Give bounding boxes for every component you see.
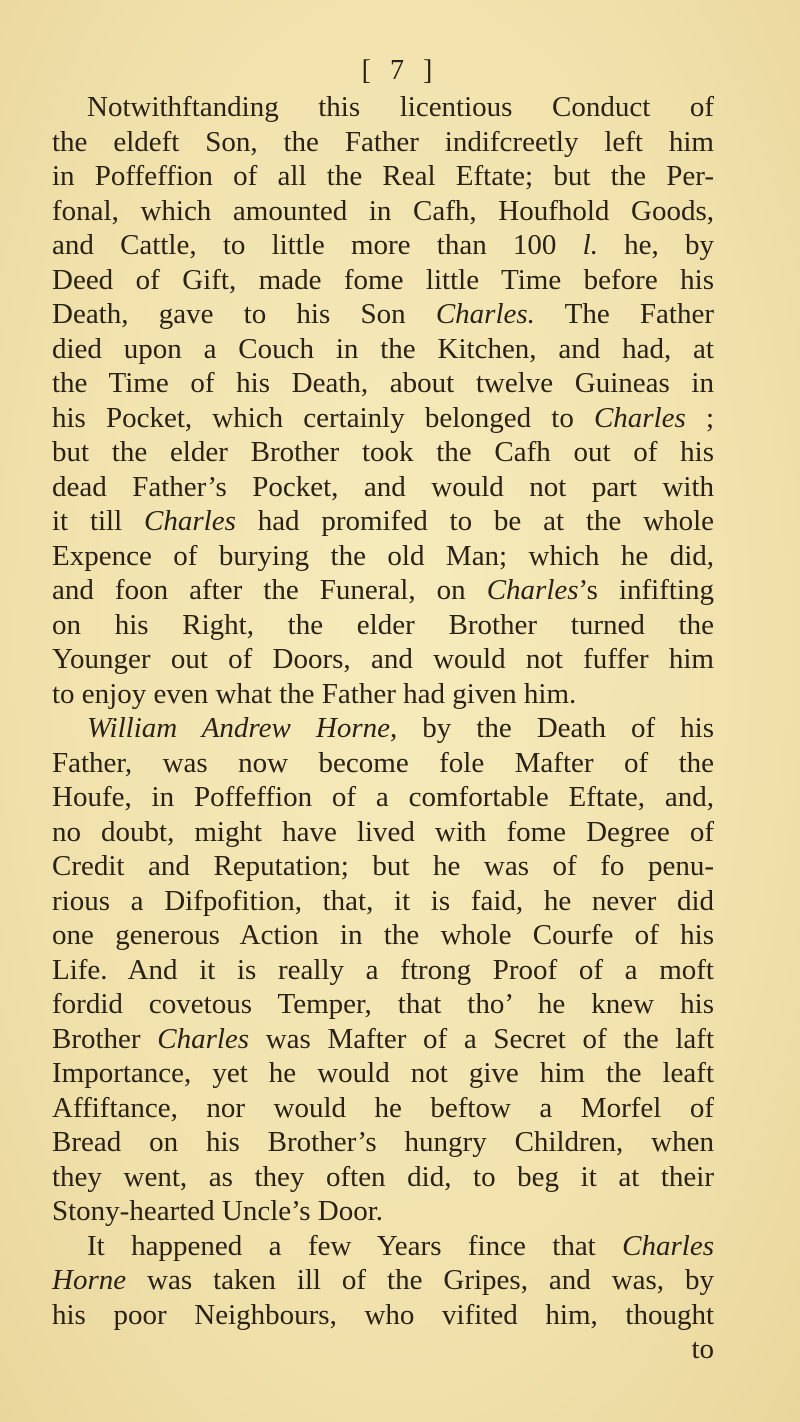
text-segment: one generous Action in the whole Courfe of his: [52, 919, 714, 951]
text-segment: he, by: [597, 229, 715, 261]
text-segment: ;: [685, 401, 714, 434]
text-segment: his poor Neighbours, who vifited him, thought: [52, 1298, 714, 1331]
text-segment: dead Father’s Pocket, and would not part with: [52, 470, 714, 503]
text-segment: Credit and Reputation; but he was of fo penu-: [52, 850, 714, 882]
text-line: [52, 1091, 714, 1126]
text-segment: but the elder Brother took the Cafh out of his: [52, 436, 714, 468]
text-line: [52, 987, 714, 1022]
text-segment: Brother: [52, 1022, 158, 1055]
text-line: [52, 125, 714, 160]
text-segment: was taken ill of the Gripes, and was, by: [126, 1264, 714, 1296]
text-segment: and Cattle, to little more than 100: [52, 229, 583, 261]
text-line: [52, 608, 714, 643]
text-line: [52, 435, 714, 470]
page-number: [ 7 ]: [361, 55, 439, 86]
text-line: [52, 953, 714, 988]
text-line: [52, 263, 714, 298]
text-line: [52, 470, 714, 505]
italic-text: Charles: [486, 574, 579, 606]
catchword: [52, 1332, 714, 1367]
text-line: [52, 539, 714, 574]
text-line: [52, 297, 714, 332]
text-line: [52, 1194, 714, 1229]
text-segment: no doubt, might have lived with fome Degree of: [52, 815, 714, 848]
text-segment: the eldeft Son, the Father indifcreetly left him: [52, 125, 714, 158]
text-line: [52, 90, 714, 125]
text-segment: Importance, yet he would not give him the leaft: [52, 1057, 714, 1089]
text-segment: Expence of burying the old Man; which he did,: [52, 539, 714, 572]
italic-text: Horne: [52, 1264, 127, 1296]
text-segment: It happened a few Years fince that: [87, 1229, 623, 1262]
text-line: [52, 401, 714, 436]
text-segment: Father, was now become fole Mafter of the: [52, 746, 714, 779]
text-line: [52, 1056, 714, 1091]
text-segment: Life. And it is really a ftrong Proof of a moft: [52, 953, 714, 986]
text-segment: ’s infifting: [578, 574, 714, 606]
text-line: [52, 1125, 714, 1160]
text-line: [52, 573, 714, 608]
text-segment: to: [691, 1333, 714, 1365]
text-segment: Notwithftanding this licentious Conduct of: [87, 91, 714, 123]
text-line: [52, 504, 714, 539]
text-segment: died upon a Couch in the Kitchen, and had, at: [52, 332, 714, 365]
text-segment: the Time of his Death, about twelve Guineas in: [52, 367, 714, 399]
text-segment: and foon after the Funeral, on: [52, 574, 487, 606]
text-segment: Stony-hearted Uncle’s Door.: [52, 1195, 384, 1227]
italic-text: Charles: [157, 1022, 250, 1055]
text-line: [52, 918, 714, 953]
text-segment: fonal, which amounted in Cafh, Houfhold Goods,: [52, 194, 714, 227]
text-segment: to enjoy even what the Father had given him.: [52, 677, 577, 710]
text-segment: Deed of Gift, made fome little Time before his: [52, 263, 714, 296]
text-line: [52, 366, 714, 401]
text-line: [52, 642, 714, 677]
text-line: [52, 332, 714, 367]
text-segment: Affiftance, nor would he beftow a Morfel of: [52, 1091, 714, 1124]
text-line: [52, 815, 714, 850]
text-line: [52, 711, 714, 746]
text-segment: Younger out of Doors, and would not fuffer him: [52, 643, 714, 675]
italic-text: Charles: [622, 1229, 714, 1262]
text-line: [52, 746, 714, 781]
text-line: [52, 228, 714, 263]
text-line: [52, 1229, 714, 1264]
text-segment: it till: [52, 505, 145, 537]
text-segment: was Mafter of a Secret of the laft: [249, 1022, 715, 1055]
text-segment: rious a Difpofition, that, it is faid, he never did: [52, 884, 714, 917]
text-line: [52, 194, 714, 229]
text-line: [52, 677, 714, 712]
text-line: [52, 780, 714, 815]
italic-text: Charles: [144, 505, 236, 537]
text-line: [52, 1298, 714, 1333]
text-segment: they went, as they often did, to beg it at their: [52, 1160, 714, 1193]
body-text: [52, 90, 714, 1367]
italic-text: Charles.: [435, 298, 535, 330]
text-line: [52, 159, 714, 194]
text-segment: Bread on his Brother’s hungry Children, when: [52, 1126, 714, 1158]
text-segment: had promifed to be at the whole: [235, 505, 714, 537]
text-segment: his Pocket, which certainly belonged to: [52, 401, 594, 434]
text-line: [52, 1263, 714, 1298]
text-segment: Death, gave to his Son: [52, 298, 436, 330]
text-segment: , by the Death of his: [389, 712, 714, 744]
text-segment: Houfe, in Poffeffion of a comfortable Eftate, and,: [52, 781, 714, 813]
italic-text: l.: [582, 229, 598, 261]
text-line: [52, 1160, 714, 1195]
text-segment: The Father: [534, 298, 714, 330]
text-line: [52, 1022, 714, 1057]
text-line: [52, 849, 714, 884]
text-segment: fordid covetous Temper, that tho’ he knew his: [52, 988, 714, 1020]
text-segment: in Poffeffion of all the Real Eftate; but the Per-: [52, 160, 714, 192]
text-segment: on his Right, the elder Brother turned the: [52, 608, 714, 641]
text-line: [52, 884, 714, 919]
italic-text: Charles: [593, 401, 686, 434]
italic-text: William Andrew Horne: [87, 712, 390, 744]
